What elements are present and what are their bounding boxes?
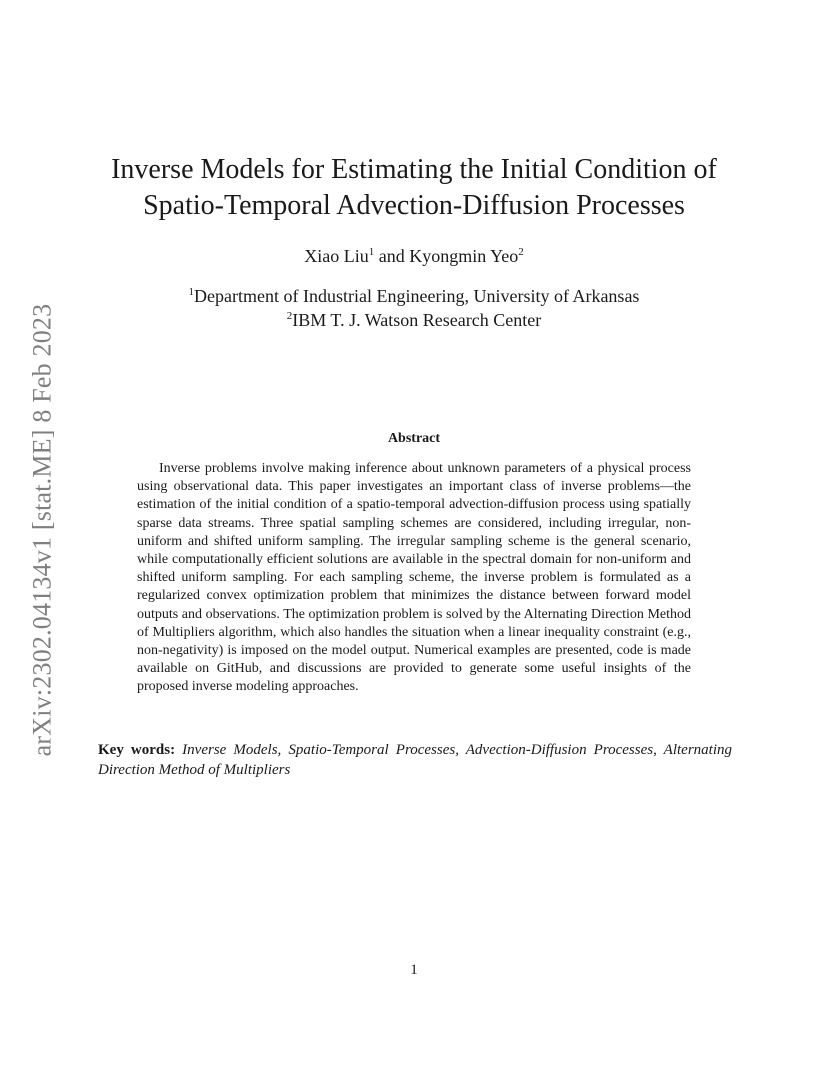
affiliation-mark-2: 2 xyxy=(286,310,293,322)
affiliation-text-2: IBM T. J. Watson Research Center xyxy=(292,310,542,330)
abstract-body: Inverse problems involve making inference about unknown parameters of a physical process using observational data. This paper investigates an important class of inverse problems—the estimation of the initial condition of a spatio-temporal advection-diffusion process using spatially sparse data streams. Three spatial sampling schemes are considered, including irregular, non-uniform and shifted uniform sampling. The irregular sampling scheme is the general scenario, while computationally efficient solutions are available in the spectral domain for non-uniform and shifted uniform sampling. For each sampling scheme, the inverse problem is formulated as a regularized convex optimization problem that minimizes the distance between forward model outputs and observations. The optimization problem is solved by the Alternating Direction Method of Multipliers algorithm, which also handles the situation when a linear inequality constraint (e.g., non-negativity) is imposed on the model output. Numerical examples are presented, code is made available on GitHub, and discussions are provided to generate some useful insights of the proposed inverse modeling approaches. xyxy=(137,461,691,695)
page-number: 1 xyxy=(410,962,418,978)
affiliation-2 xyxy=(80,308,748,332)
affiliation-mark-1: 1 xyxy=(188,286,195,298)
arxiv-identifier: arXiv:2302.04134v1 [stat.ME] 8 Feb 2023 xyxy=(27,303,56,757)
author-conjunction: and xyxy=(374,246,410,266)
paper-title xyxy=(80,152,748,224)
keywords-text: Inverse Models, Spatio-Temporal Processes, Advection-Diffusion Processes, Alternating Direction Method of Multipliers xyxy=(98,742,732,778)
keywords-label: Key words: xyxy=(98,742,176,758)
author-mark-2: 2 xyxy=(518,246,524,258)
affiliation-text-1: Department of Industrial Engineering, University of Arkansas xyxy=(194,286,640,306)
arxiv-sidebar-stamp xyxy=(20,290,64,770)
author-name-2: Kyongmin Yeo xyxy=(409,246,519,266)
affiliation-1 xyxy=(80,284,748,308)
keywords xyxy=(98,740,732,780)
author-name-1: Xiao Liu xyxy=(304,246,369,266)
author-mark-1: 1 xyxy=(368,246,375,258)
abstract-heading: Abstract xyxy=(387,431,441,446)
affiliation-list xyxy=(80,284,748,332)
title-line-1: Inverse Models for Estimating the Initial Condition of xyxy=(111,154,717,185)
title-line-2: Spatio-Temporal Advection-Diffusion Processes xyxy=(143,190,685,221)
author-list xyxy=(80,244,748,268)
